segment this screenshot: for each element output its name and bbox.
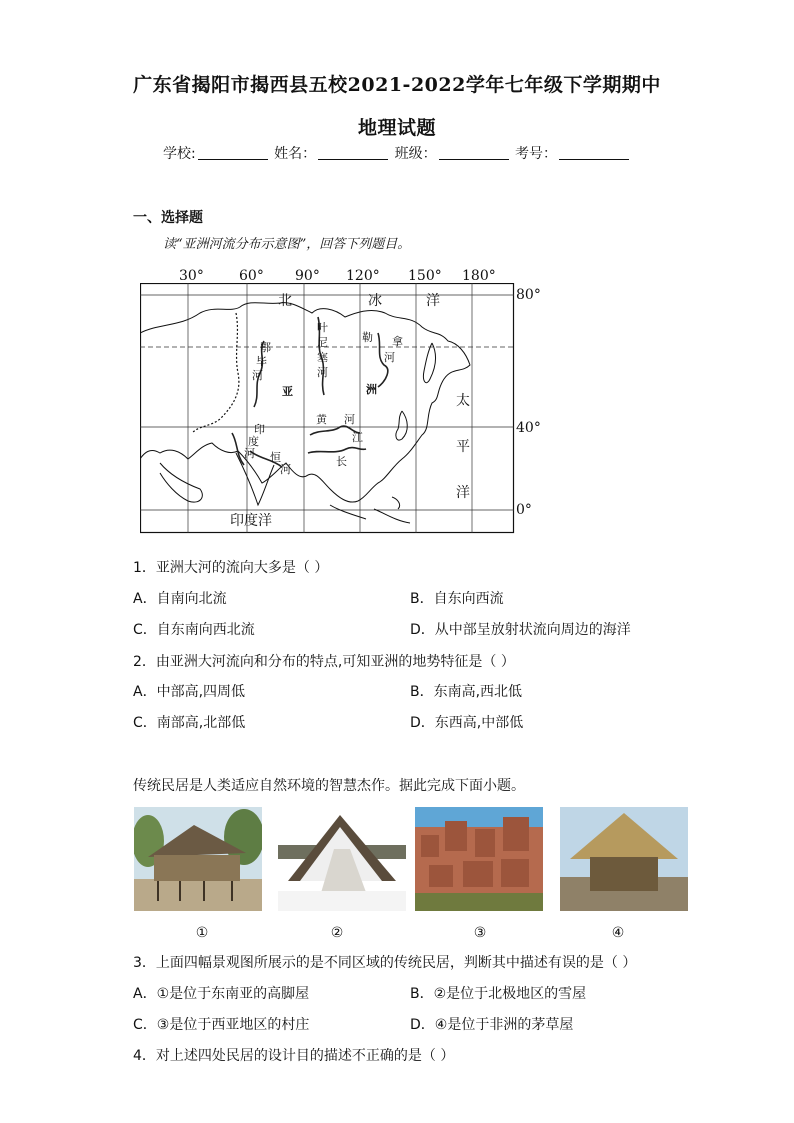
student-info-line [0,143,794,163]
asia-river-map [140,283,516,535]
question-3-text: 上面四幅景观图所展示的是不同区域的传统民居，判断其中描述有误的是（ ） [155,955,637,971]
lon-label-90: 90° [295,268,320,284]
question-2-text: 由亚洲大河流向和分布的特点,可知亚洲的地势特征是（ ） [155,654,515,670]
label-zhou: 洲 [366,383,377,396]
label-yin1: 印 [254,423,265,436]
lat-label-0: 0° [516,502,532,518]
label-le: 勒 [362,331,373,344]
question-2-number: 2． [133,654,156,670]
photo-label-4: ④ [611,925,625,941]
lon-label-60: 60° [239,268,264,284]
q3-option-d[interactable]: D．④是位于非洲的茅草屋 [410,1017,574,1033]
label-bi: 毕 [256,355,267,368]
thatched-hut-photo [560,807,688,911]
lon-label-180: 180° [462,268,496,284]
class-blank [439,145,509,160]
q2-option-d[interactable]: D．东西高,中部低 [410,715,524,731]
question-1-number: 1． [133,560,156,576]
q2-option-b[interactable]: B．东南高,西北低 [410,684,523,700]
label-tai: 太 [456,393,470,409]
name-label: 姓名： [274,146,317,162]
mud-village-photo [415,807,543,911]
name-blank [318,145,388,160]
number-label: 考号： [515,146,558,162]
school-label: 学校: [162,146,196,162]
label-huang: 黄 [316,413,327,426]
q3-option-c[interactable]: C．③是位于西亚地区的村庄 [133,1017,310,1033]
label-ping: 平 [456,439,470,455]
question-4-text: 对上述四处民居的设计目的描述不正确的是（ ） [155,1048,455,1064]
question-3 [133,952,636,972]
label-ye: 叶 [317,321,328,334]
q1-option-d[interactable]: D．从中部呈放射状流向周边的海洋 [410,622,631,638]
stilt-house-photo [134,807,262,911]
class-label: 班级： [394,146,437,162]
label-he2: 河 [384,351,395,364]
q3-option-b[interactable]: B．②是位于北极地区的雪屋 [410,986,587,1002]
exam-title: 广东省揭阳市揭西县五校2021-2022学年七年级下学期期中 [133,74,661,96]
question-3-number: 3． [133,955,156,971]
snow-house-photo [278,807,406,911]
label-indian-ocean: 印度洋 [230,513,272,529]
label-du1: 度 [248,435,259,448]
exam-subtitle: 地理试题 [357,117,436,139]
q2-option-a[interactable]: A．中部高,四周低 [133,684,246,700]
lon-label-120: 120° [346,268,380,284]
label-sai: 塞 [317,351,328,364]
lon-label-30: 30° [179,268,204,284]
label-heng: 恒 [270,451,281,464]
label-he1: 河 [317,366,328,379]
label-bing: 冰 [368,293,382,309]
photo-label-3: ③ [473,925,487,941]
label-yang2: 洋 [456,485,470,501]
label-yang1: 洋 [426,293,440,309]
q3-option-a[interactable]: A．①是位于东南亚的高脚屋 [133,986,310,1002]
question-4-number: 4． [133,1048,156,1064]
photo-label-2: ② [330,925,344,941]
label-he3: 河 [252,369,263,382]
lat-label-80: 80° [516,287,541,303]
label-he6: 河 [344,413,355,426]
lon-label-150: 150° [408,268,442,284]
q2-option-c[interactable]: C．南部高,北部低 [133,715,246,731]
number-blank [559,145,629,160]
school-blank [198,145,268,160]
label-jiang: 江 [352,431,363,444]
q1-option-b[interactable]: B．自东向西流 [410,591,504,607]
label-he4: 河 [244,447,255,460]
label-ni: 尼 [317,336,328,349]
q1-option-c[interactable]: C．自东南向西北流 [133,622,255,638]
label-e: 鄂 [260,341,271,354]
q1-option-a[interactable]: A．自南向北流 [133,591,227,607]
section-heading: 一、选择题 [133,210,203,226]
label-chang: 长 [336,455,347,468]
question-4 [133,1045,454,1065]
question-1 [133,557,328,577]
label-na: 拿 [392,335,403,348]
label-he5: 河 [280,463,291,476]
label-bei: 北 [278,293,292,309]
lat-label-40: 40° [516,420,541,436]
question-2 [133,651,515,671]
passage-text: 传统民居是人类适应自然环境的智慧杰作。据此完成下面小题。 [133,778,525,794]
question-1-text: 亚洲大河的流向大多是（ ） [155,560,329,576]
map-intro: 读“亚洲河流分布示意图”，回答下列题目。 [163,237,411,252]
photo-label-1: ① [195,925,209,941]
label-ya: 亚 [282,385,293,398]
